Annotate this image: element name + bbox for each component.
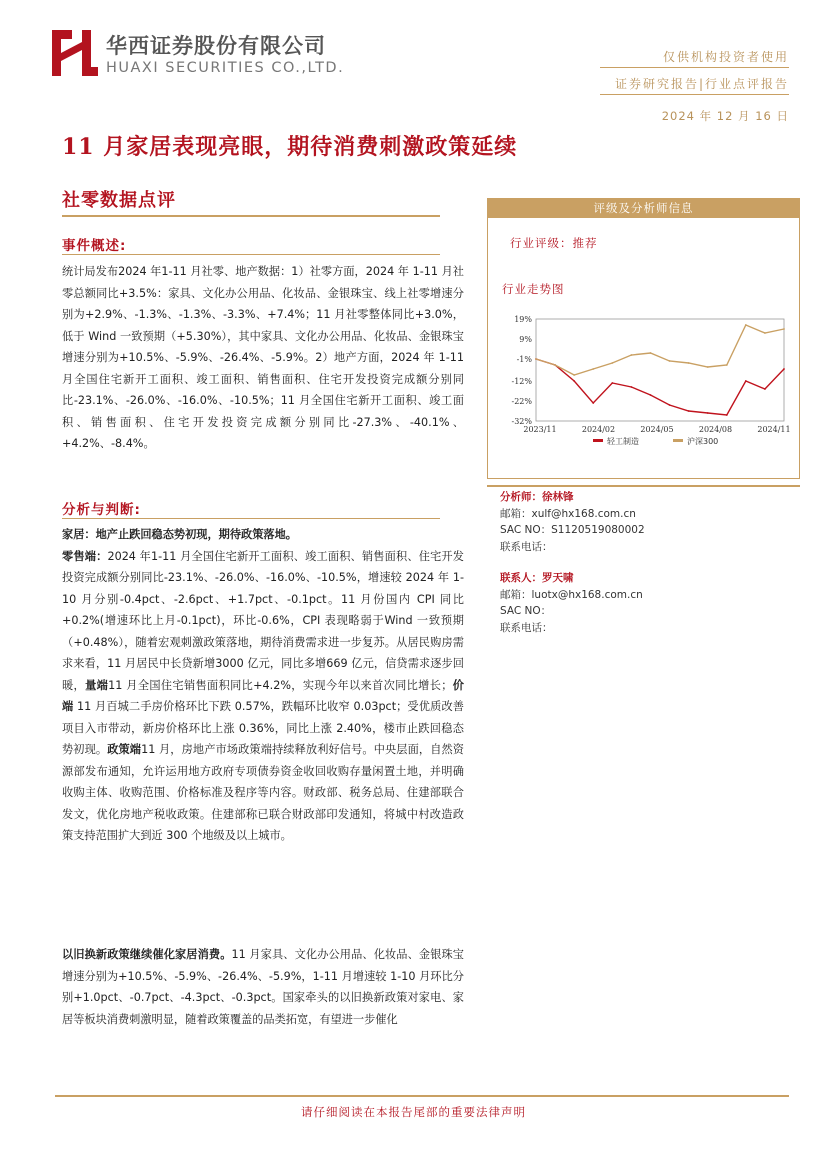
y-tick-label: 19%	[514, 315, 532, 324]
legend-swatch	[593, 439, 603, 442]
tradein-text: 11 月家具、文化办公用品、化妆品、金银珠宝增速分别为+10.5%、-5.9%、-26.4%、-5.9%，1-11 月增速较 1-10 月环比分别+1.0pct、-0.7pct、-4.3pct、-0.3pct。国家牵头的以旧换新政策对家电、家居等板块消费刺激明显，随着政策覆盖的品类拓宽，有望进一步催化	[62, 948, 464, 1026]
investor-notice: 仅供机构投资者使用	[662, 50, 789, 64]
subtitle-underline	[62, 215, 440, 217]
analysis-heading: 分析与判断:	[62, 502, 141, 518]
event-heading-line	[62, 254, 440, 255]
company-name-en: HUAXI SECURITIES CO.,LTD.	[106, 60, 345, 76]
contact-name: 联系人：罗天啸	[500, 572, 574, 584]
legend-label: 轻工制造	[607, 437, 639, 446]
policy-text: 11 月，房地产市场政策端持续释放利好信号。中央层面，自然资源部发布通知，允许运用地方政府专项债券资金收回收购存量闲置土地，并明确收购主体、收购范围、价格标准及程序等内容。财政部、税务总局、住建部联合发文，优化房地产税收政策。住建部称已联合财政部印发通知，将城中村改造政策支持范围扩大到近 300 个地级及以上城市。	[62, 743, 464, 842]
header-divider	[600, 67, 789, 68]
analyst-phone: 联系电话：	[500, 540, 553, 553]
x-tick-label: 2024/11	[757, 425, 791, 434]
y-tick-label: -1%	[516, 355, 532, 364]
data-point	[726, 364, 728, 366]
tradein-lead: 以旧换新政策继续催化家居消费。	[62, 948, 232, 961]
x-tick-label: 2024/05	[640, 425, 674, 434]
analysis-body-2	[62, 944, 464, 1030]
y-tick-label: -12%	[511, 377, 532, 386]
data-point	[745, 380, 747, 382]
report-title: 11 月家居表现亮眼，期待消费刺激政策延续	[62, 134, 518, 160]
data-point	[611, 382, 613, 384]
analyst-name: 分析师：徐林锋	[500, 491, 574, 503]
data-point	[783, 328, 785, 330]
price-text: 11 月百城二手房价格环比下跌 0.57%，跌幅环比收窄 0.03pct；受优质改善项目入市带动，新房价格环比上涨 0.36%，同比上涨 2.40%，楼市止跌回稳态势初现。	[62, 700, 464, 756]
analysis-paragraph-2	[62, 944, 464, 1030]
price-label: 价端	[62, 678, 464, 713]
y-tick-label: -32%	[511, 417, 532, 426]
policy-label: 政策端	[107, 743, 142, 756]
report-subtitle: 社零数据点评	[62, 190, 176, 211]
data-point	[745, 324, 747, 326]
data-point	[764, 388, 766, 390]
report-date: 2024 年 12 月 16 日	[661, 109, 789, 123]
rating-box-header: 评级及分析师信息	[488, 199, 799, 218]
x-tick-label: 2024/02	[581, 425, 616, 434]
legend-swatch	[673, 439, 683, 442]
y-tick-label: 9%	[519, 335, 532, 344]
rating-box	[487, 198, 800, 479]
data-point	[573, 380, 575, 382]
footer-disclaimer: 请仔细阅读在本报告尾部的重要法律声明	[301, 1105, 526, 1119]
data-point	[650, 394, 652, 396]
analysis-body	[62, 524, 464, 847]
trend-chart	[488, 311, 799, 476]
contact-sac: SAC NO：	[500, 605, 552, 617]
analyst-block	[500, 489, 645, 555]
series-line-csi300	[536, 325, 784, 375]
data-point	[783, 368, 785, 370]
report-type: 证券研究报告|行业点评报告	[614, 77, 789, 91]
legend-label: 沪深300	[687, 437, 719, 446]
y-tick-label: -22%	[511, 397, 532, 406]
trend-chart-title: 行业走势图	[502, 282, 565, 296]
data-point	[688, 362, 690, 364]
data-point	[650, 352, 652, 354]
data-point	[554, 364, 556, 366]
company-logo	[52, 30, 98, 76]
data-point	[707, 366, 709, 368]
retail-text: 2024 年1-11 月全国住宅新开工面积、竣工面积、销售面积、住宅开发投资完成额分别同比-23.1%、-26.0%、-16.0%、-10.5%，增速较 2024 年 1-10 月分别-0.4pct、-2.6pct、+1.7pct、-0.1pct。11 月份国内 CPI 同比+0.2%(增速环比上月-0.1pct)，环比-0.6%，CPI 表现略弱于Wind 一致预期（+0.48%），随着宏观刺激政策落地，期待消费需求进一步复苏。从居民购房需求来看，11 月居民中长贷新增3000 亿元，同比多增669 亿元，信贷需求逐步回暖，	[62, 549, 464, 692]
analyst-email: 邮箱：xulf@hx168.com.cn	[500, 507, 636, 520]
contact-block	[500, 570, 643, 636]
chart-frame	[536, 319, 784, 421]
data-point	[573, 374, 575, 376]
industry-rating: 行业评级：推荐	[510, 236, 598, 250]
series-line-light-industry	[536, 359, 784, 415]
analyst-divider	[487, 485, 800, 487]
analysis-heading-line	[62, 518, 440, 519]
volume-text: 11 月全国住宅销售面积同比+4.2%，实现今年以来首次同比增长；	[108, 678, 453, 692]
contact-email: 邮箱：luotx@hx168.com.cn	[500, 588, 643, 601]
footer-divider	[55, 1095, 789, 1097]
data-point	[592, 368, 594, 370]
contact-phone: 联系电话：	[500, 621, 553, 634]
data-point	[669, 404, 671, 406]
retail-label: 零售端：	[62, 549, 108, 563]
data-point	[630, 354, 632, 356]
data-point	[726, 414, 728, 416]
x-tick-label: 2023/11	[523, 425, 557, 434]
data-point	[688, 410, 690, 412]
x-tick-label: 2024/08	[698, 425, 733, 434]
home-lead: 家居：地产止跌回稳态势初现，期待政策落地。	[62, 528, 297, 541]
data-point	[611, 362, 613, 364]
data-point	[592, 402, 594, 404]
event-heading: 事件概述:	[62, 238, 127, 254]
data-point	[535, 358, 537, 360]
analysis-paragraph-1	[62, 524, 464, 847]
event-paragraph: 统计局发布2024 年1-11 月社零、地产数据：1）社零方面，2024 年 1-11 月社零总额同比+3.5%：家具、文化办公用品、化妆品、金银珠宝、线上社零增速分别为+2.9%、-1.3%、-1.3%、-3.3%、+7.4%；11 月社零整体同比+3.0%，低于 Wind 一致预期（+5.30%），其中家具、文化办公用品、化妆品、金银珠宝增速分别为+10.5%、-5.9%、-26.4%、-5.9%。2）地产方面，2024 年 1-11 月全国住宅新开工面积、竣工面积、销售面积、住宅开发投资完成额分别同比-23.1%、-26.0%、-16.0%、-10.5%；11 月全国住宅新开工面积、竣工面积、销售面积、住宅开发投资完成额分别同比-27.3%、-40.1%、+4.2%、-8.4%。	[62, 265, 464, 450]
event-body	[62, 261, 464, 455]
data-point	[669, 360, 671, 362]
company-name-cn: 华西证券股份有限公司	[106, 33, 326, 58]
data-point	[764, 332, 766, 334]
header-divider	[600, 94, 789, 95]
data-point	[630, 386, 632, 388]
data-point	[707, 412, 709, 414]
volume-label: 量端	[85, 678, 109, 692]
analyst-sac: SAC NO：S1120519080002	[500, 524, 645, 536]
